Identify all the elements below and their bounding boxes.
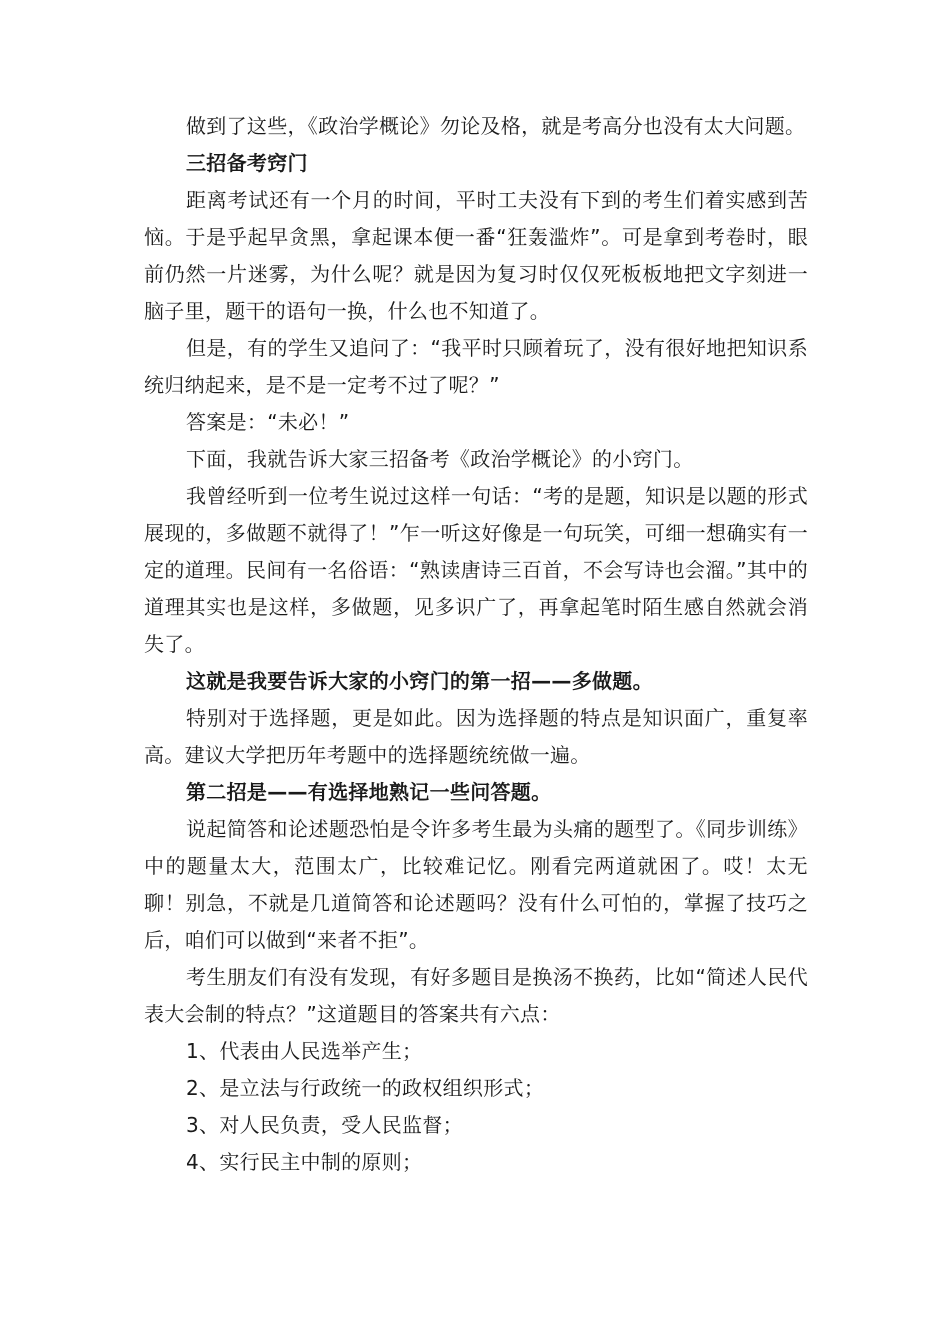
document-body (144, 108, 808, 1181)
paragraph: 做到了这些，《政治学概论》勿论及格，就是考高分也没有太大问题。 (186, 114, 806, 138)
paragraph: 但是，有的学生又追问了：“我平时只顾着玩了，没有很好地把知识系统归纳起来，是不是一定考不过了呢？” (144, 336, 808, 397)
bold-paragraph: 这就是我要告诉大家的小窍门的第一招——多做题。 (186, 669, 653, 693)
list-item: 1、代表由人民选举产生； (186, 1039, 423, 1063)
paragraph: 说起简答和论述题恐怕是令许多考生最为头痛的题型了。《同步训练》中的题量太大，范围太广，比较难记忆。刚看完两道就困了。哎！太无聊！别急，不就是几道简答和论述题吗？没有什么可怕的，掌握了技巧之后，咱们可以做到“来者不拒”。 (144, 817, 808, 952)
paragraph: 特别对于选择题，更是如此。因为选择题的特点是知识面广，重复率高。建议大学把历年考题中的选择题统统做一遍。 (144, 706, 808, 767)
bold-paragraph: 第二招是——有选择地熟记一些问答题。 (186, 780, 552, 804)
paragraph: 我曾经听到一位考生说过这样一句话：“考的是题，知识是以题的形式展现的，多做题不就得了！”乍一听这好像是一句玩笑，可细一想确实有一定的道理。民间有一名俗语：“熟读唐诗三百首，不会写诗也会溜。”其中的道理其实也是这样，多做题，见多识广了，再拿起笔时陌生感自然就会消失了。 (144, 484, 808, 656)
list-item: 4、实行民主中制的原则； (186, 1150, 423, 1174)
list-item: 3、对人民负责，受人民监督； (186, 1113, 463, 1137)
paragraph: 下面，我就告诉大家三招备考《政治学概论》的小窍门。 (186, 447, 694, 471)
paragraph: 答案是：“未必！” (186, 410, 350, 434)
paragraph: 距离考试还有一个月的时间，平时工夫没有下到的考生们着实感到苦恼。于是乎起早贪黑，拿起课本便一番“狂轰滥炸”。可是拿到考卷时，眼前仍然一片迷雾，为什么呢？就是因为复习时仅仅死板板地把文字刻进一脑子里，题干的语句一换，什么也不知道了。 (144, 188, 808, 323)
paragraph: 考生朋友们有没有发现，有好多题目是换汤不换药，比如“简述人民代表大会制的特点？”这道题目的答案共有六点： (144, 965, 808, 1026)
section-heading: 三招备考窍门 (186, 151, 308, 175)
list-item: 2、是立法与行政统一的政权组织形式； (186, 1076, 545, 1100)
